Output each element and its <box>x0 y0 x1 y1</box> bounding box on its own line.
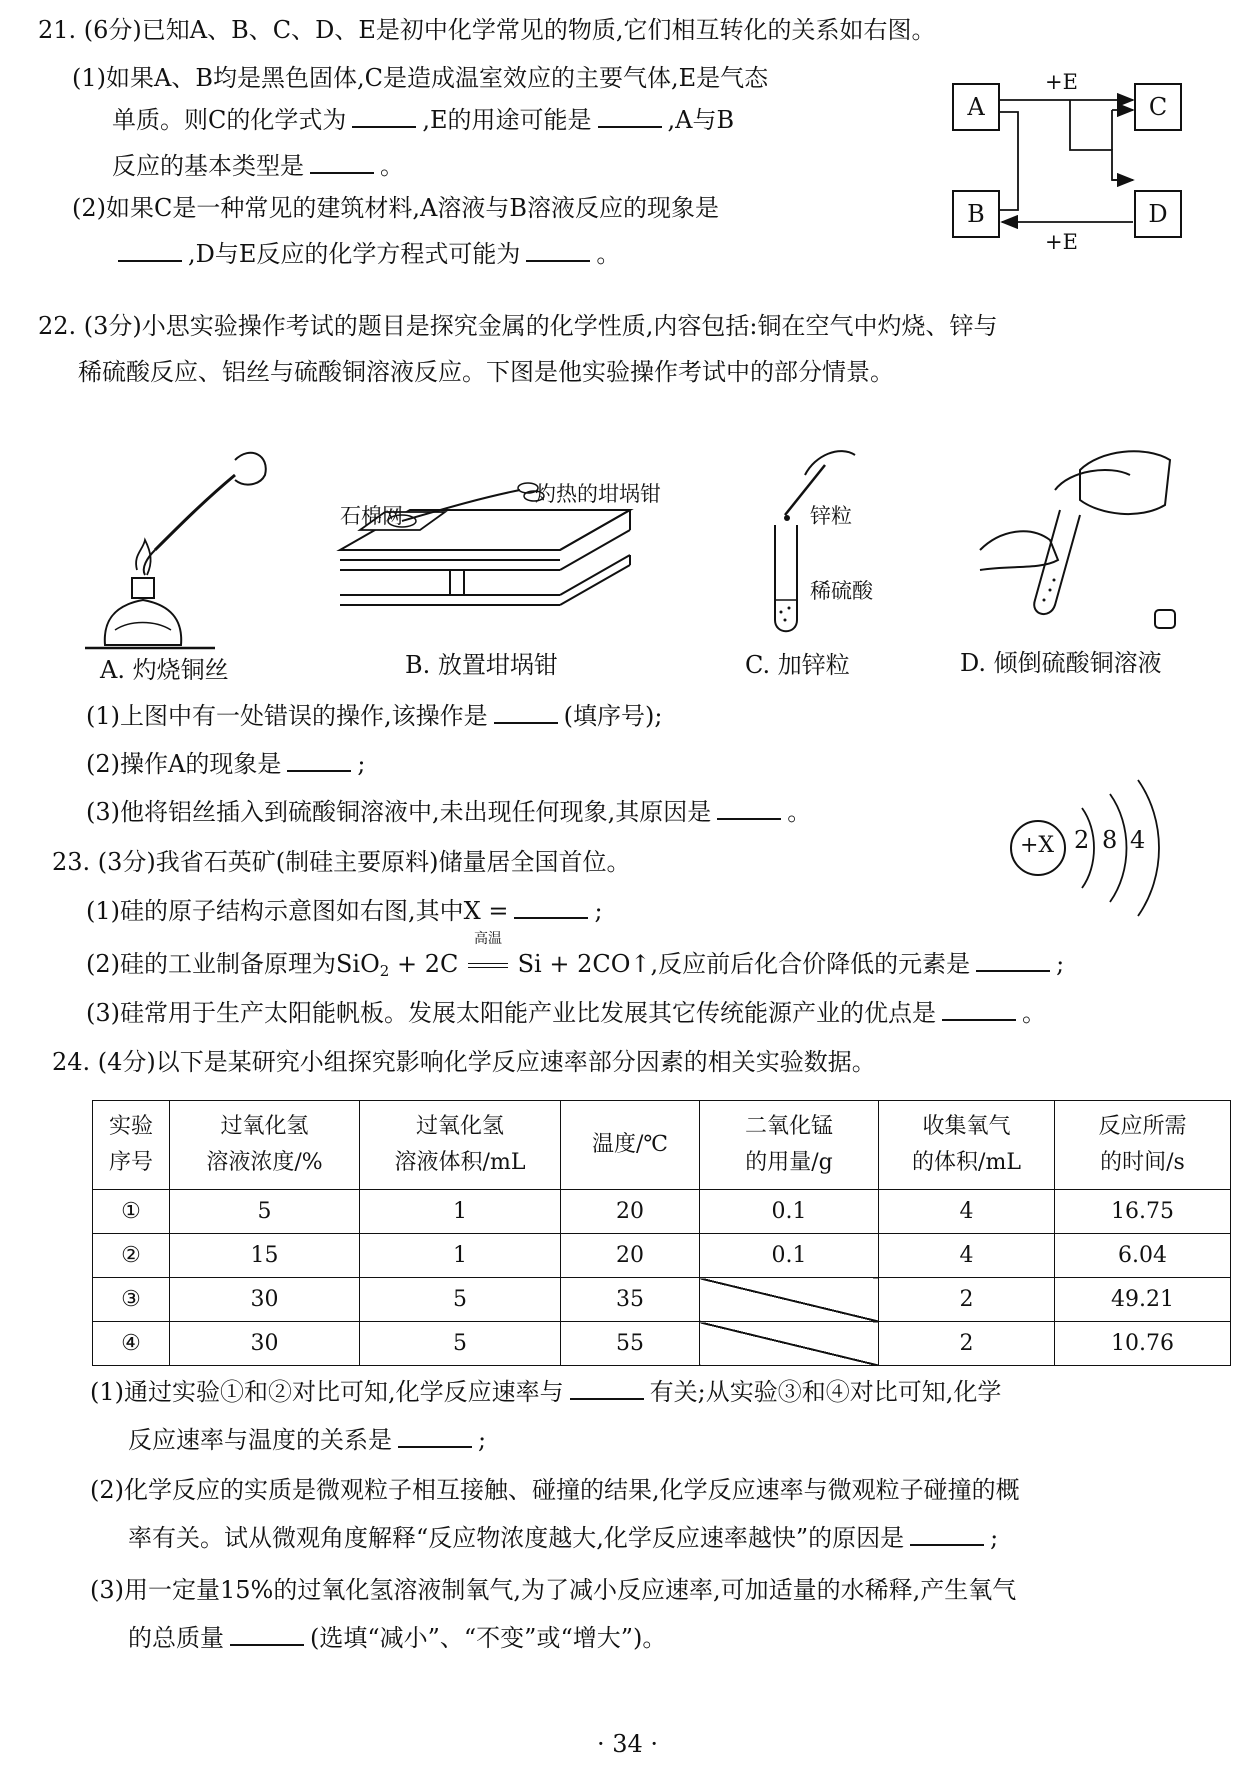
answer-blank-wrong-op[interactable] <box>494 700 558 724</box>
table-cell: ① <box>93 1190 170 1234</box>
table-cell: ② <box>93 1234 170 1278</box>
table-cell: ③ <box>93 1278 170 1322</box>
pouring-copper-sulfate-illustration <box>970 430 1190 640</box>
shell-1-electrons: 2 <box>1074 826 1090 854</box>
label-zinc-granule: 锌粒 <box>810 504 852 528</box>
table-cell: 20 <box>561 1234 700 1278</box>
node-a: A <box>952 83 1000 131</box>
table-cell: 30 <box>170 1278 360 1322</box>
table-cell: 6.04 <box>1055 1234 1231 1278</box>
answer-blank-factor[interactable] <box>570 1376 644 1400</box>
q21-part1-line2: 单质。则C的化学式为 ,E的用途可能是 ,A与B <box>112 106 735 134</box>
table-cell: 49.21 <box>1055 1278 1231 1322</box>
q24-part1-line2: 反应速率与温度的关系是 ; <box>128 1426 487 1454</box>
table-cell: 10.76 <box>1055 1322 1231 1366</box>
q23-stem: 23. (3分)我省石英矿(制硅主要原料)储量居全国首位。 <box>52 848 631 876</box>
q24-part3-line2: 的总质量 (选填“减小”、“不变”或“增大”)。 <box>128 1624 667 1652</box>
table-cell: 4 <box>879 1190 1055 1234</box>
table-cell-empty <box>700 1278 879 1322</box>
edge-label-bottom: +E <box>1045 230 1078 254</box>
table-cell: 30 <box>170 1322 360 1366</box>
q24-part2-line1: (2)化学反应的实质是微观粒子相互接触、碰撞的结果,化学反应速率与微观粒子碰撞的概 <box>90 1476 1020 1504</box>
caption-d: D. 倾倒硫酸铜溶液 <box>960 649 1162 677</box>
table-row <box>93 1322 1231 1366</box>
q21-part2-line1: (2)如果C是一种常见的建筑材料,A溶液与B溶液反应的现象是 <box>72 194 719 222</box>
table-cell: 20 <box>561 1190 700 1234</box>
q21-part1-line1: (1)如果A、B均是黑色固体,C是造成温室效应的主要气体,E是气态 <box>72 64 769 92</box>
edge-label-top: +E <box>1045 70 1078 94</box>
header-cell: 过氧化氢 溶液浓度/% <box>170 1101 360 1190</box>
table-cell: ④ <box>93 1322 170 1366</box>
answer-blank-reason[interactable] <box>717 796 781 820</box>
q22-part2: (2)操作A的现象是 ; <box>86 750 366 778</box>
caption-a: A. 灼烧铜丝 <box>100 656 229 684</box>
table-cell: 55 <box>561 1322 700 1366</box>
header-cell: 过氧化氢 溶液体积/mL <box>360 1101 561 1190</box>
header-cell: 二氧化锰 的用量/g <box>700 1101 879 1190</box>
answer-blank-element[interactable] <box>976 948 1050 972</box>
table-row <box>93 1278 1231 1322</box>
table-row <box>93 1190 1231 1234</box>
table-cell-empty <box>700 1322 879 1366</box>
shell-3-electrons: 4 <box>1130 826 1146 854</box>
table-row <box>93 1234 1231 1278</box>
answer-blank-micro-reason[interactable] <box>910 1522 984 1546</box>
shell-2-electrons: 8 <box>1102 826 1118 854</box>
node-d: D <box>1134 190 1182 238</box>
q22-part3: (3)他将铝丝插入到硫酸铜溶液中,未出现任何现象,其原因是 。 <box>86 798 812 826</box>
answer-blank-c-formula[interactable] <box>352 104 416 128</box>
q21-stem: 21. (6分)已知A、B、C、D、E是初中化学常见的物质,它们相互转化的关系如右图。 <box>38 16 936 44</box>
answer-blank-phenomenon-a[interactable] <box>287 748 351 772</box>
q22-stem-line1: 22. (3分)小思实验操作考试的题目是探究金属的化学性质,内容包括:铜在空气中灼烧、锌与 <box>38 312 998 340</box>
q21-part2-line2: ,D与E反应的化学方程式可能为 。 <box>112 238 620 270</box>
header-cell: 收集氧气 的体积/mL <box>879 1101 1055 1190</box>
node-c: C <box>1134 83 1182 131</box>
atom-nucleus-label: +X <box>1020 833 1055 858</box>
table-cell: 15 <box>170 1234 360 1278</box>
table-cell: 16.75 <box>1055 1190 1231 1234</box>
label-asbestos-net: 石棉网 <box>340 504 403 528</box>
node-b: B <box>952 190 1000 238</box>
table-cell: 4 <box>879 1234 1055 1278</box>
answer-blank-x[interactable] <box>514 895 588 919</box>
table-header-row <box>93 1101 1231 1190</box>
answer-blank-reaction-type[interactable] <box>310 150 374 174</box>
answer-blank-temperature-relation[interactable] <box>398 1424 472 1448</box>
table-cell: 5 <box>170 1190 360 1234</box>
label-hot-tongs: 灼热的坩埚钳 <box>535 482 661 506</box>
q23-part1: (1)硅的原子结构示意图如右图,其中X = ; <box>86 897 603 925</box>
q24-stem: 24. (4分)以下是某研究小组探究影响化学反应速率部分因素的相关实验数据。 <box>52 1048 876 1076</box>
answer-blank-advantage[interactable] <box>942 997 1016 1021</box>
q24-part3-line1: (3)用一定量15%的过氧化氢溶液制氧气,为了减小反应速率,可加适量的水稀释,产生氧气 <box>90 1576 1017 1604</box>
q21-part1-line3: 反应的基本类型是 。 <box>112 152 404 180</box>
answer-blank-ab-phenomenon[interactable] <box>118 238 182 262</box>
answer-blank-total-mass[interactable] <box>230 1622 304 1646</box>
table-cell: 0.1 <box>700 1234 879 1278</box>
experiment-data-table <box>92 1100 1231 1366</box>
answer-blank-de-equation[interactable] <box>526 238 590 262</box>
table-cell: 2 <box>879 1278 1055 1322</box>
header-cell: 温度/℃ <box>561 1101 700 1190</box>
q24-part1-line1: (1)通过实验①和②对比可知,化学反应速率与 有关;从实验③和④对比可知,化学 <box>90 1378 1002 1406</box>
q22-part1: (1)上图中有一处错误的操作,该操作是 (填序号); <box>86 702 663 730</box>
alcohol-lamp-copper-wire-illustration <box>85 440 295 660</box>
test-tube-zinc-illustration <box>765 440 875 640</box>
table-cell: 1 <box>360 1190 561 1234</box>
q24-part2-line2: 率有关。试从微观角度解释“反应物浓度越大,化学反应速率越快”的原因是 ; <box>128 1524 999 1552</box>
table-cell: 35 <box>561 1278 700 1322</box>
header-cell: 实验 序号 <box>93 1101 170 1190</box>
q23-part3: (3)硅常用于生产太阳能帆板。发展太阳能产业比发展其它传统能源产业的优点是 。 <box>86 999 1046 1027</box>
q23-part2: (2)硅的工业制备原理为SiO$_2$ + 2C 高温 Si + 2CO↑,反应前后化合价降低的元素是 ; <box>86 931 1065 980</box>
answer-blank-e-use[interactable] <box>598 104 662 128</box>
caption-c: C. 加锌粒 <box>745 651 850 679</box>
q22-stem-line2: 稀硫酸反应、铝丝与硫酸铜溶液反应。下图是他实验操作考试中的部分情景。 <box>78 358 894 386</box>
table-cell: 2 <box>879 1322 1055 1366</box>
label-dilute-sulfuric-acid: 稀硫酸 <box>810 579 873 603</box>
page-number: · 34 · <box>596 1730 659 1758</box>
table-cell: 5 <box>360 1278 561 1322</box>
table-cell: 0.1 <box>700 1190 879 1234</box>
table-cell: 1 <box>360 1234 561 1278</box>
table-cell: 5 <box>360 1322 561 1366</box>
caption-b: B. 放置坩埚钳 <box>405 651 558 679</box>
header-cell: 反应所需 的时间/s <box>1055 1101 1231 1190</box>
